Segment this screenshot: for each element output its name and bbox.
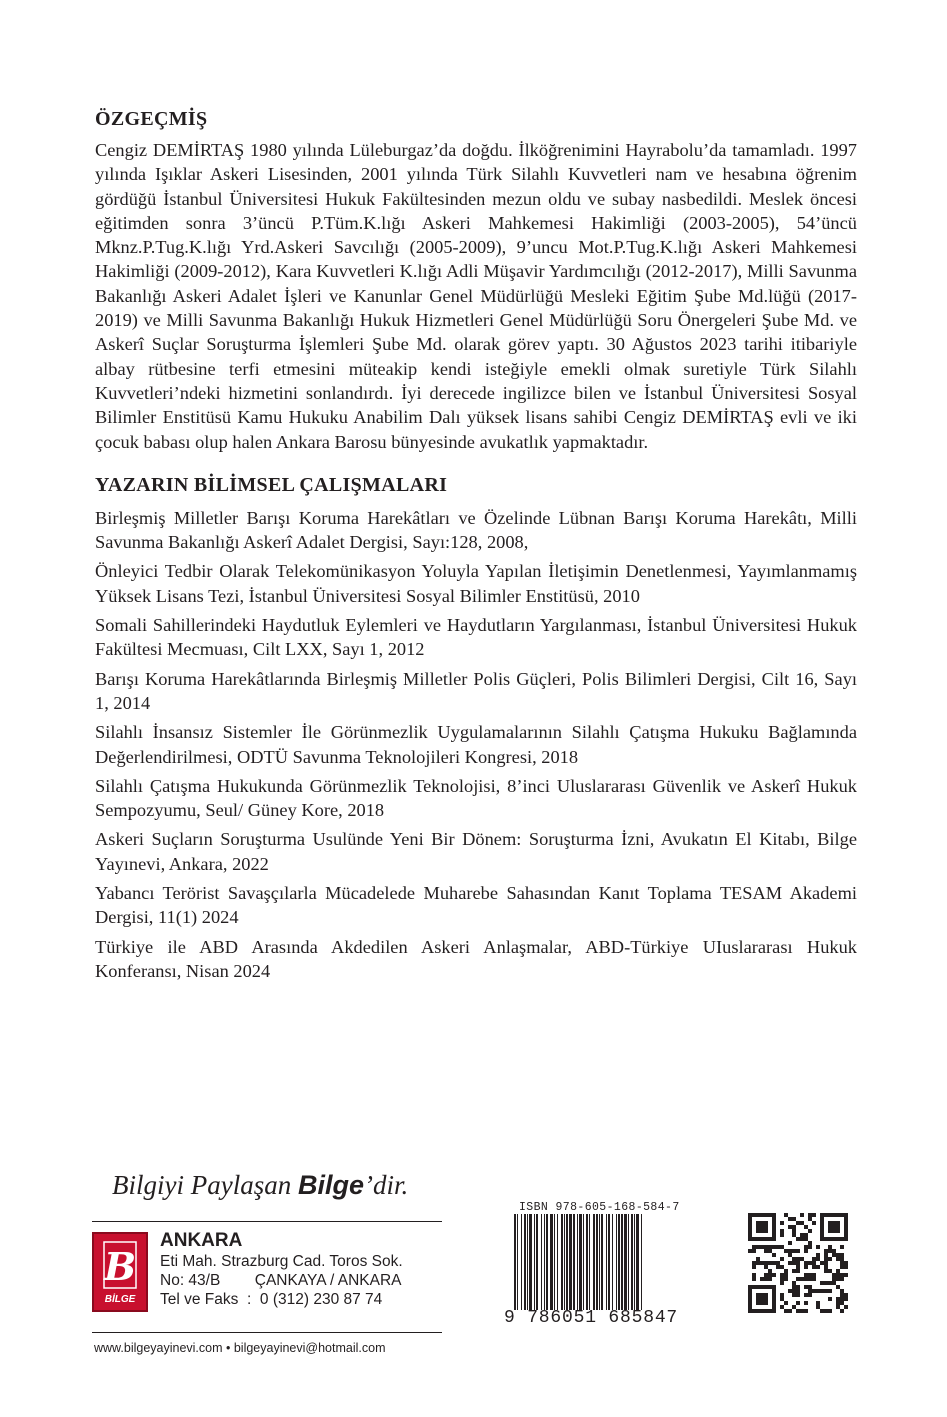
list-item: Somali Sahillerindeki Haydutluk Eylemleri ve Haydutların Yargılanması, İstanbul Üniversitesi Hukuk Fakültesi Mecmuası, Cilt LXX, Sayı 1, 2012: [95, 615, 857, 660]
works-heading: YAZARIN BİLİMSEL ÇALIŞMALARI: [95, 473, 448, 496]
bilge-logo-icon: [94, 1234, 146, 1310]
barcode-icon: [512, 1214, 690, 1314]
barcode-digits: 9 786051 685847: [504, 1308, 679, 1328]
publisher-slogan: [112, 1170, 408, 1201]
list-item: Silahlı İnsansız Sistemler İle Görünmezlik Uygulamalarının Silahlı Çatışma Hukuku Bağlamında Değerlendirilmesi, ODTÜ Savunma Teknolojileri Kongresi, 2018: [95, 722, 857, 767]
list-item: Askeri Suçların Soruşturma Usulünde Yeni Bir Dönem: Soruşturma İzni, Avukatın El Kitabı, Bilge Yayınevi, Ankara, 2022: [95, 829, 857, 874]
logo-text: BİLGE: [104, 1294, 136, 1305]
list-item: Önleyici Tedbir Olarak Telekomünikasyon Yoluyla Yapılan İletişimin Denetlenmesi, Yayımlanmamış Yüksek Lisans Tezi, İstanbul Üniversitesi Sosyal Bilimler Enstitüsü, 2010: [95, 561, 857, 606]
address-city: ANKARA: [160, 1230, 243, 1251]
phone-line: Tel ve Faks : 0 (312) 230 87 74: [160, 1291, 383, 1308]
qr-code-icon: [748, 1213, 848, 1313]
works-list: [95, 506, 857, 983]
list-item: Silahlı Çatışma Hukukunda Görünmezlik Teknolojisi, 8’inci Uluslararası Güvenlik ve Askerî Hukuk Sempozyumu, Seul/ Güney Kore, 2018: [95, 775, 857, 821]
divider-top: [92, 1221, 442, 1222]
address-line-1: Eti Mah. Strazburg Cad. Toros Sok.: [160, 1253, 403, 1270]
slogan-end: ’dir.: [363, 1170, 409, 1200]
list-item: Birleşmiş Milletler Barışı Koruma Harekâtları ve Özelinde Lübnan Barışı Koruma Harekâtı, Milli Savunma Bakanlığı Askerî Adalet Dergisi, Sayı:128, 2008,: [95, 507, 857, 553]
list-item: Yabancı Terörist Savaşçılarla Mücadelede Muharebe Sahasından Kanıt Toplama TESAM Akademi Dergisi, 11(1) 2024: [95, 883, 857, 928]
bio-text: Cengiz DEMİRTAŞ 1980 yılında Lüleburgaz’da doğdu. İlköğrenimini Hayrabolu’da tamamladı. 1997 yılında Işıklar Askeri Lisesinden, 2001 yılında Türk Silahlı Kuvvetleri nam ve hesabına öğrenim gördüğü İstanbul Üniversitesi Hukuk Fakültesinden mezun oldu ve subay nasbedildi. Meslek öncesi eğitimden sonra 3’üncü P.Tüm.K.lığı Askeri Mahkemesi Hakimliği (2003-2005), 54’üncü Mknz.P.Tug.K.lığı Yrd.Askeri Savcılığı (2005-2009), 9’uncu Mot.P.Tug.K.lığı Askeri Mahkemesi Hakimliği (2009-2012), Kara Kuvvetleri K.lığı Adli Müşavir Yardımcılığı (2012-2017), Milli Savunma Bakanlığı Askeri Adalet İşleri ve Kanunlar Genel Müdürlüğü Mesleki Eğitim Şube Md.lüğü (2017-2019) ve Milli Savunma Bakanlığı Hukuk Hizmetleri Genel Müdürlüğü Soru Önergeleri Şube Md. ve Askerî Suçlar Soruşturma İşlemleri Şube Md. olarak görev yaptı. 30 Ağustos 2023 tarihi itibariyle albay rütbesine terfi etmesini müteakip kendi isteğiyle emekli olmak suretiyle Türk Silahlı Kuvvetleri’ndeki hizmetini sonlandırdı. İyi derecede ingilizce bilen ve İstanbul Üniversitesi Sosyal Bilimler Enstitüsü Kamu Hukuku Anabilim Dalı yüksek lisans sahibi Cengiz DEMİRTAŞ evli ve iki çocuk babası olup halen Ankara Barosu bünyesinde avukatlık yapmaktadır.: [95, 140, 857, 452]
publisher-contact: www.bilgeyayinevi.com • bilgeyayinevi@hotmail.com: [94, 1341, 386, 1355]
slogan-brand: Bilge: [297, 1170, 364, 1200]
address-line-2: No: 43/B ÇANKAYA / ANKARA: [160, 1272, 402, 1289]
svg-text:B: B: [103, 1244, 137, 1289]
publisher-address: [160, 1230, 450, 1309]
list-item: Türkiye ile ABD Arasında Akdedilen Askeri Anlaşmalar, ABD-Türkiye UIuslararası Hukuk Konferansı, Nisan 2024: [95, 936, 857, 981]
divider-bottom: [92, 1332, 442, 1333]
back-cover-content: [95, 106, 857, 988]
list-item: Barışı Koruma Harekâtlarında Birleşmiş Milletler Polis Güçleri, Polis Bilimleri Dergisi, Cilt 16, Sayı 1, 2014: [95, 668, 857, 713]
publisher-logo: [92, 1232, 148, 1312]
isbn-label: ISBN 978-605-168-584-7: [519, 1201, 680, 1214]
bio-heading: ÖZGEÇMİŞ: [95, 108, 208, 130]
slogan-start: Bilgiyi Paylaşan: [112, 1170, 298, 1200]
